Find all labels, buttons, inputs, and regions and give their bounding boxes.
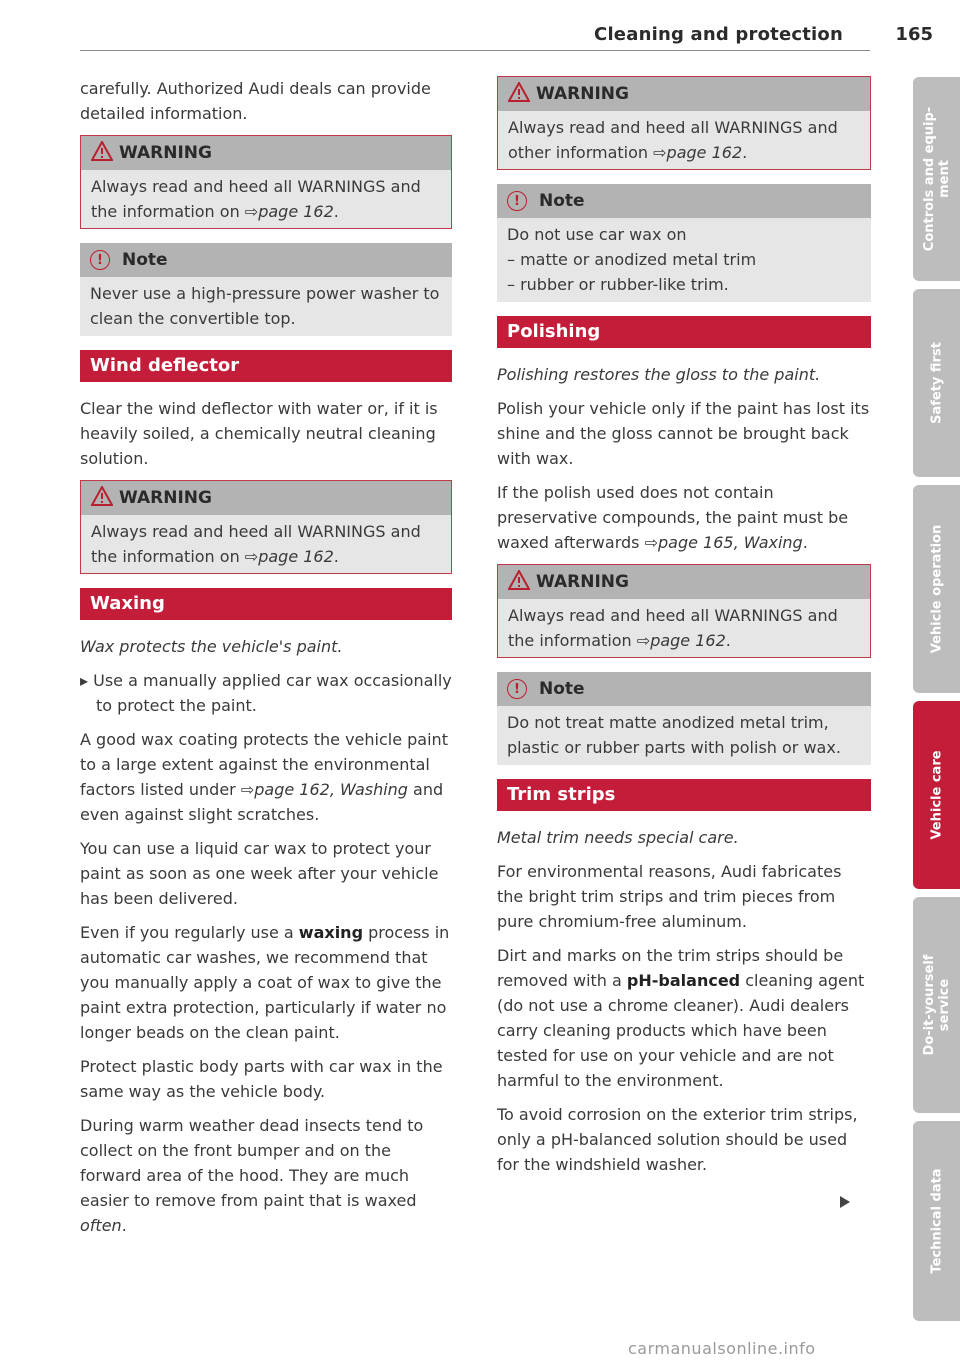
paragraph — [80, 920, 452, 1045]
warning-title: WARNING — [119, 143, 212, 163]
note-title: Note — [539, 191, 585, 211]
section-heading-waxing: Waxing — [80, 588, 452, 620]
warning-end: . — [742, 143, 748, 162]
note-header — [497, 184, 871, 218]
chapter-title: Cleaning and protection — [594, 24, 843, 45]
note-box — [80, 243, 452, 336]
header-rule — [80, 50, 870, 51]
note-line: Do not use car wax on — [507, 225, 687, 244]
warning-triangle-icon — [91, 486, 113, 506]
warning-box — [80, 135, 452, 229]
warning-box — [497, 564, 871, 658]
tab-safety-first[interactable] — [913, 289, 960, 477]
tab-label: Vehicle care — [929, 750, 944, 840]
warning-end: . — [333, 547, 339, 566]
paragraph — [80, 1113, 452, 1238]
tab-vehicle-operation[interactable] — [913, 485, 960, 693]
tab-label: Vehicle operation — [929, 524, 944, 654]
bold-term: pH-balanced — [626, 971, 741, 990]
note-title: Note — [122, 250, 168, 270]
tab-technical-data[interactable] — [913, 1121, 960, 1321]
tab-vehicle-care[interactable] — [913, 701, 960, 889]
text: cleaning agent (do not use a chrome cleaner). Audi dealers carry cleaning products which have been tested for use on your vehicle and are not harmful to the environment. — [497, 971, 865, 1090]
warning-header — [498, 565, 870, 599]
warning-triangle-icon — [91, 141, 113, 161]
note-title: Note — [539, 679, 585, 699]
left-column — [80, 76, 452, 1247]
paragraph — [497, 943, 871, 1093]
note-box — [497, 672, 871, 765]
warning-triangle-icon — [508, 82, 530, 102]
info-icon: ! — [90, 250, 110, 270]
paragraph — [497, 480, 871, 555]
bold-term: waxing — [298, 923, 364, 942]
note-box — [497, 184, 871, 302]
paragraph: Protect plastic body parts with car wax in the same way as the vehicle body. — [80, 1057, 443, 1101]
page-reference-link[interactable]: ⇨page 165, Waxing — [644, 533, 803, 552]
note-header — [497, 672, 871, 706]
info-icon: ! — [507, 191, 527, 211]
tab-label: Safety first — [929, 342, 944, 424]
info-icon: ! — [507, 679, 527, 699]
text: If the polish used does not contain preservative compounds, the paint must be waxed afterwards — [497, 483, 849, 552]
paragraph — [80, 727, 452, 827]
note-body — [497, 218, 871, 302]
paragraph: For environmental reasons, Audi fabricates the bright trim strips and trim pieces from pure chromium-free aluminum. — [497, 862, 842, 931]
instruction-bullet: ▸ Use a manually applied car wax occasionally to protect the paint. — [80, 671, 452, 715]
text: . — [121, 1216, 127, 1235]
warning-title: WARNING — [536, 84, 629, 104]
wind-paragraph: Clear the wind deflector with water or, if it is heavily soiled, a chemically neutral cleaning solution. — [80, 399, 438, 468]
text: During warm weather dead insects tend to collect on the front bumper and on the forward area of the hood. They are much easier to remove from paint that is waxed — [80, 1116, 424, 1210]
page-number: 165 — [895, 24, 933, 45]
section-heading-wind-deflector: Wind deflector — [80, 350, 452, 382]
right-column — [497, 76, 871, 1186]
warning-text: Always read and heed all WARNINGS and the information on — [91, 522, 421, 566]
warning-box — [80, 480, 452, 574]
tab-controls-and-equipment[interactable] — [913, 77, 960, 281]
watermark: carmanualsonline.info — [628, 1339, 816, 1358]
section-subtitle: Wax protects the vehicle's paint. — [80, 637, 343, 656]
warning-text: Always read and heed all WARNINGS and the information — [508, 606, 838, 650]
text: and even against slight scratches. — [80, 780, 444, 824]
paragraph: To avoid corrosion on the exterior trim strips, only a pH-balanced solution should be used for the windshield washer. — [497, 1105, 858, 1174]
page-reference-link[interactable]: ⇨page 162 — [244, 547, 334, 566]
page-reference-link[interactable]: ⇨page 162 — [653, 143, 743, 162]
warning-box — [497, 76, 871, 170]
section-subtitle: Metal trim needs special care. — [497, 828, 739, 847]
warning-body — [81, 170, 451, 228]
warning-header — [81, 136, 451, 170]
paragraph: You can use a liquid car wax to protect your paint as soon as one week after your vehicle has been delivered. — [80, 839, 439, 908]
continued-arrow-icon — [840, 1196, 850, 1208]
text: Even if you regularly use a — [80, 923, 299, 942]
warning-end: . — [725, 631, 731, 650]
page-header — [80, 0, 935, 52]
text: Dirt and marks on the trim strips should be removed with a — [497, 946, 844, 990]
note-header — [80, 243, 452, 277]
paragraph: Polish your vehicle only if the paint has lost its shine and the gloss cannot be brought back with wax. — [497, 399, 870, 468]
warning-end: . — [333, 202, 339, 221]
section-subtitle: Polishing restores the gloss to the paint. — [497, 365, 821, 384]
section-heading-polishing: Polishing — [497, 316, 871, 348]
warning-text: Always read and heed all WARNINGS and the information on — [91, 177, 421, 221]
italic-term: often — [80, 1216, 122, 1235]
text: A good wax coating protects the vehicle paint to a large extent against the environmental factors listed under — [80, 730, 448, 799]
intro-paragraph: carefully. Authorized Audi deals can provide detailed information. — [80, 79, 431, 123]
warning-triangle-icon — [508, 570, 530, 590]
page-reference-link[interactable]: ⇨page 162 — [636, 631, 726, 650]
section-heading-trim-strips: Trim strips — [497, 779, 871, 811]
warning-title: WARNING — [536, 572, 629, 592]
warning-title: WARNING — [119, 488, 212, 508]
tab-label: Do-it-yourself service — [921, 954, 952, 1056]
tab-label: Technical data — [929, 1168, 944, 1274]
note-line: – rubber or rubber-like trim. — [507, 275, 729, 294]
warning-body — [498, 599, 870, 657]
warning-text: Always read and heed all WARNINGS and other information — [508, 118, 838, 162]
text: . — [802, 533, 808, 552]
tab-do-it-yourself-service[interactable] — [913, 897, 960, 1113]
warning-header — [498, 77, 870, 111]
page-reference-link[interactable]: ⇨page 162 — [244, 202, 334, 221]
note-line: – matte or anodized metal trim — [507, 250, 757, 269]
warning-body — [81, 515, 451, 573]
note-body: Do not treat matte anodized metal trim, plastic or rubber parts with polish or wax. — [497, 706, 871, 765]
page-reference-link[interactable]: ⇨page 162, Washing — [240, 780, 408, 799]
warning-header — [81, 481, 451, 515]
warning-body — [498, 111, 870, 169]
tab-label: Controls and equip- ment — [921, 106, 952, 252]
text: process in automatic car washes, we recommend that you manually apply a coat of wax to give the paint extra protection, particularly if water no longer beads on the clean paint. — [80, 923, 450, 1042]
note-body: Never use a high-pressure power washer to clean the convertible top. — [80, 277, 452, 336]
